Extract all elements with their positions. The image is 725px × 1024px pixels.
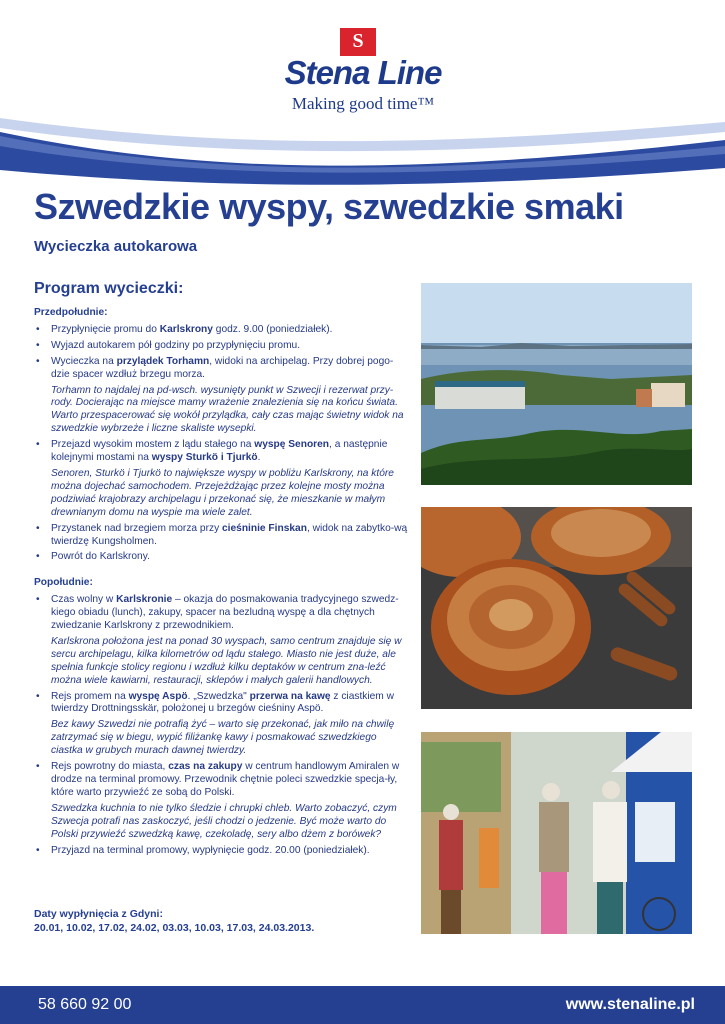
item-note: Torhamn to najdalej na pd-wsch. wysunięty punkt w Szwecji i rezerwat przy-rody. Docierając na miejsce mamy wrażenie znalezienia się na końcu świata. Warto przespacerować się wokół przylądka, cały czas mając świetny widok na szwedzkie wybrzeże i liczne skaliste wysepki. (51, 384, 404, 435)
archipelago-photo (421, 283, 692, 485)
list-item: • Wycieczka na przylądek Torhamn, widoki na archipelag. Przy dobrej pogo-dzie spacer wzdłuż brzegu morza. Torhamn to najdalej na pd-wsch. wysunięty punkt w Szwecji i rezerwat przy-rody. Docierając na miejsce mamy wrażenie znalezienia się na końcu świata. Warto przespacerować się wokół przylądka, cały czas mając świetny widok na szwedzkie wybrzeże i liczne skaliste wysepki. (34, 356, 409, 436)
afternoon-heading: Popołudnie: (34, 577, 93, 589)
program-title: Program wycieczki: (34, 280, 184, 297)
people-street-photo (421, 732, 692, 934)
phone-number[interactable]: 58 660 92 00 (38, 996, 132, 1013)
afternoon-list (34, 594, 409, 857)
list-item: • Przyjazd na terminal promowy, wypłynięcie godz. 20.00 (poniedziałek). (34, 845, 409, 858)
item-note: Senoren, Sturkö i Tjurkö to największe wyspy w pobliżu Karlskrony, na które można dojechać samochodem. Przejeżdżając przez kolejne mosty można podziwiać krajobrazy archipelagu i przekonać się, że mieszkanie w małym drewnianym domu na wyspie ma wiele zalet. (51, 467, 394, 518)
website-link[interactable]: www.stenaline.pl (565, 996, 695, 1013)
morning-list (34, 324, 409, 564)
list-item: • Wyjazd autokarem pół godziny po przypłynięciu promu. (34, 340, 409, 353)
list-item: • Czas wolny w Karlskronie – okazja do posmakowania tradycyjnego szwedz-kiego obiadu (lunch), zakupy, spacer na bezludną wyspę a dla chętnych zwiedzanie Karlskrony z przewodnikiem. Karlskrona położona jest na ponad 30 wyspach, samo centrum znajduje się w sercu archipelagu, kilka kilometrów od lądu stałego. Miasto nie jest duże, ale spełnia funkcje stolicy regionu i wzdłuż kilku deptaków w centrum zna-leźć można wiele kawiarni, restauracji, sklepów i małych galerii handlowych. (34, 594, 409, 687)
list-item: • Powrót do Karlskrony. (34, 551, 409, 564)
stena-line-logo (278, 28, 448, 112)
program-content (34, 307, 409, 860)
list-item: • Przypłynięcie promu do Karlskrony godz. 9.00 (poniedziałek). (34, 324, 409, 337)
list-item: • Rejs promem na wyspę Aspö. „Szwedzka" przerwa na kawę z ciastkiem w twierdzy Drottningsskär, położonej u brzegów cieśniny Aspö. Bez kawy Szwedzi nie potrafią żyć – warto się przekonać, jak miło na chwilę zatrzymać się w biegu, wypić filiżankę kawy i posmakować szwedzkiego ciastka w grubych murach dawnej twierdzy. (34, 691, 409, 759)
list-item: • Przystanek nad brzegiem morza przy cieśninie Finskan, widok na zabytko-wą twierdzę Kungsholmen. (34, 523, 409, 549)
page-title: Szwedzkie wyspy, szwedzkie smaki (34, 186, 624, 227)
dates-values: 20.01, 10.02, 17.02, 24.02, 03.03, 10.03, 17.03, 24.03.2013. (34, 922, 315, 934)
page-subtitle: Wycieczka autokarowa (34, 238, 198, 255)
brand-name: Stena Line (284, 54, 442, 91)
morning-heading: Przedpołudnie: (34, 307, 108, 318)
list-item: • Rejs powrotny do miasta, czas na zakupy w centrum handlowym Amiralen w drodze na terminal promowy. Przewodnik chętnie poleci szwedzkie specja-ły, które warto przywieźć ze sobą do Polski. Szwedzka kuchnia to nie tylko śledzie i chrupki chleb. Warto zobaczyć, czym Szwecja potrafi nas zaskoczyć, jeśli chodzi o jedzenie. Być może warto do Polski przywieźć szwedzką kawę, czekoladę, sery albo dżem z borówek? (34, 761, 409, 841)
flag-icon: S (340, 28, 376, 56)
brand-tagline: Making good time™ (291, 94, 435, 113)
item-note: Bez kawy Szwedzi nie potrafią żyć – warto się przekonać, jak miło na chwilę zatrzymać się w biegu, wypić filiżankę kawy i posmakować szwedzkiego ciastka w grubych murach dawnej twierdzy. (51, 719, 395, 757)
footer-bar (0, 986, 725, 1024)
dates-label: Daty wypłynięcia z Gdyni: (34, 908, 163, 920)
list-item: • Przejazd wysokim mostem z lądu stałego na wyspę Senoren, a następnie kolejnymi mostami na wyspy Sturkö i Tjurkö. Senoren, Sturkö i Tjurkö to największe wyspy w pobliżu Karlskrony, na które można dojechać samochodem. Przejeżdżając przez kolejne mosty można podziwiać krajobrazy archipelagu i przekonać się, że mieszkanie w małym drewnianym domu na wyspie ma wiele zalet. (34, 439, 409, 519)
item-note: Karlskrona położona jest na ponad 30 wyspach, samo centrum znajduje się w sercu archipelagu, kilka kilometrów od lądu stałego. Miasto nie jest duże, ale spełnia funkcje stolicy regionu i wzdłuż kilku deptaków w centrum zna-leźć można wiele kawiarni, restauracji, sklepów i małych galerii handlowych. (51, 635, 402, 686)
header-wave (0, 110, 725, 192)
cinnamon-buns-photo (421, 507, 692, 709)
item-note: Szwedzka kuchnia to nie tylko śledzie i chrupki chleb. Warto zobaczyć, czym Szwecja potrafi nas zaskoczyć, jeśli chodzi o jedzenie. Być może warto do Polski przywieźć szwedzką kawę, czekoladę, sery albo dżem z borówek? (51, 802, 397, 840)
departure-dates (34, 907, 314, 935)
